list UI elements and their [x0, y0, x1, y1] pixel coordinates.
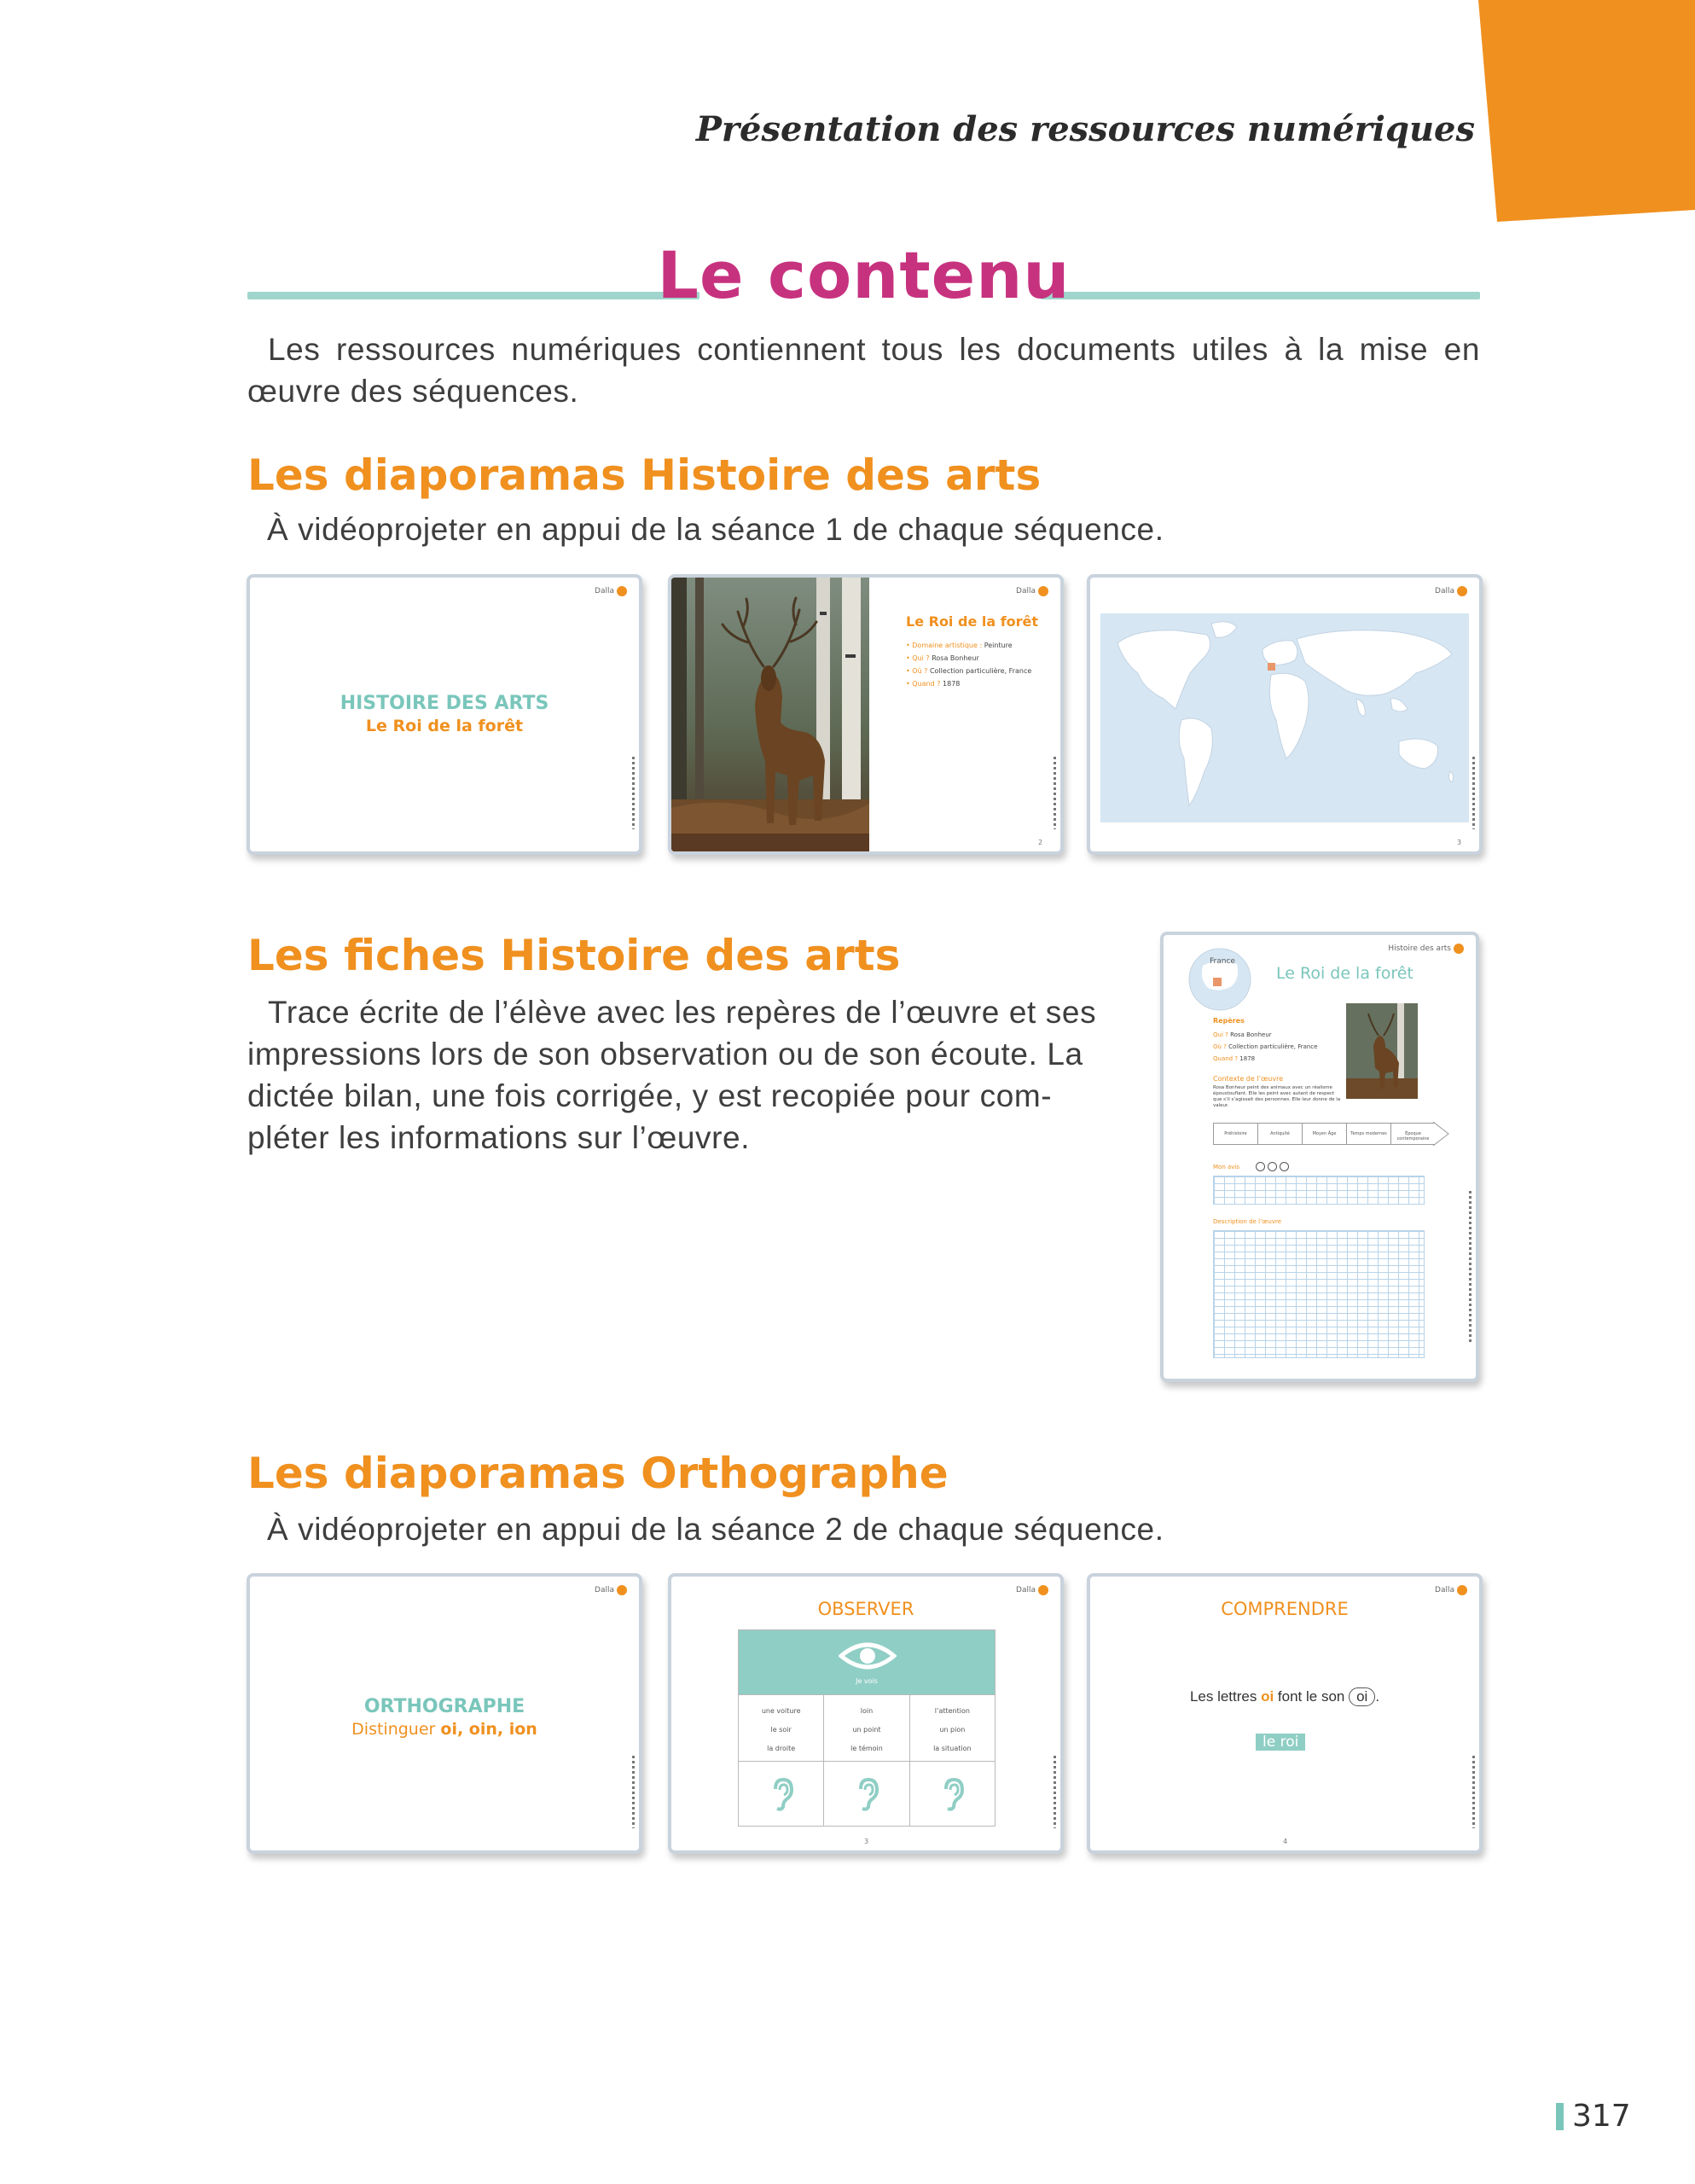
word-cell: une voiture	[761, 1707, 801, 1715]
sad-face-icon	[1280, 1162, 1289, 1171]
credit-strip	[1469, 1191, 1472, 1345]
timeline-period: Époque contemporaine	[1396, 1131, 1430, 1141]
slide-page-number: 2	[1038, 839, 1043, 846]
reperes-label: Repères	[1213, 1017, 1245, 1025]
reperes-list	[1213, 1029, 1318, 1065]
word-cell: l’attention	[934, 1707, 970, 1715]
slide-ortho-observer	[668, 1573, 1064, 1854]
ear-icon	[854, 1777, 879, 1811]
description-label: Description de l’œuvre	[1213, 1218, 1282, 1225]
page-number	[1556, 2099, 1631, 2134]
fiche-title: Le Roi de la forêt	[1276, 964, 1413, 983]
slide-title: ORTHOGRAPHE	[363, 1696, 525, 1717]
page-number-bar	[1556, 2103, 1564, 2130]
contexte-label: Contexte de l’œuvre	[1213, 1075, 1284, 1083]
word-column	[824, 1695, 909, 1761]
globe-label: France	[1210, 957, 1235, 966]
repere-item: Où ? Collection particulière, France	[1213, 1043, 1318, 1050]
timeline-period: Préhistoire	[1214, 1124, 1258, 1144]
repere-item: Quand ? 1878	[1213, 1055, 1256, 1062]
word-cell: un pion	[939, 1726, 966, 1734]
timeline-period: Temps modernes	[1347, 1124, 1391, 1144]
section-text-diaporamas-hda: À vidéoprojeter en appui de la séance 1 de chaque séquence.	[267, 512, 1164, 547]
description-grid	[1213, 1230, 1425, 1358]
credit-strip	[632, 757, 635, 829]
ear-row	[739, 1761, 995, 1826]
credit-strip	[632, 1756, 635, 1828]
slide-subtitle: Distinguer oi, oin, ion	[351, 1720, 537, 1739]
timeline-arrowhead-icon	[1433, 1121, 1450, 1147]
ear-cell	[824, 1762, 909, 1826]
avis-grid	[1213, 1176, 1425, 1205]
ear-icon	[769, 1777, 794, 1811]
slide-badge: Dalla	[1016, 586, 1048, 596]
word-column	[910, 1695, 995, 1761]
eye-icon	[839, 1639, 897, 1673]
word-cell: le témoin	[850, 1745, 883, 1752]
word-column	[739, 1695, 824, 1761]
timeline-arrow	[1213, 1123, 1435, 1145]
neutral-face-icon	[1268, 1162, 1277, 1171]
text-line: Trace écrite de l’élève avec les repères de l’œuvre et ses	[268, 995, 1097, 1030]
word-cell: la droite	[767, 1745, 796, 1752]
fact-item: • Qui ? Rosa Bonheur	[906, 654, 979, 662]
fiche-badge: Histoire des arts	[1388, 944, 1464, 954]
word-cell: la situation	[933, 1745, 972, 1752]
word-cell: le soir	[770, 1726, 792, 1734]
observation-table	[738, 1629, 996, 1827]
slide-hda-artwork	[668, 574, 1064, 855]
stag-painting-image	[671, 578, 869, 851]
slide-badge: Dalla	[595, 586, 627, 596]
ear-icon	[939, 1777, 965, 1811]
slide-badge: Dalla	[595, 1585, 627, 1595]
contexte-text: Rosa Bonheur peint des animaux avec un réalisme époustouflant. Elle les peint avec autant de respect que s’il s’agissait des personnes. Elle leur donne de la valeur.	[1213, 1085, 1341, 1108]
timeline-period: Moyen Âge	[1303, 1124, 1347, 1144]
corner-tab	[1478, 0, 1695, 222]
table-header	[739, 1630, 995, 1694]
slide-badge: Dalla	[1435, 586, 1467, 596]
sound-bubble: oi	[1349, 1687, 1375, 1706]
example-word: le roi	[1256, 1734, 1305, 1751]
credit-strip	[1054, 757, 1056, 829]
word-cell: un point	[852, 1726, 881, 1734]
slide-badge: Dalla	[1016, 1585, 1048, 1595]
slide-ortho-title	[247, 1573, 642, 1854]
fact-item: • Domaine artistique : Peinture	[906, 642, 1013, 649]
title-row	[247, 230, 1480, 316]
text-line: pléter les informations sur l’œuvre.	[247, 1120, 751, 1155]
slide-hda-title	[247, 574, 642, 855]
section-text-diaporamas-ortho: À vidéoprojeter en appui de la séance 2 de chaque séquence.	[267, 1512, 1164, 1547]
slide-title: HISTOIRE DES ARTS	[340, 693, 549, 714]
slide-page-number: 3	[864, 1838, 869, 1845]
avis-label: Mon avis	[1213, 1164, 1240, 1170]
repere-item: Qui ? Rosa Bonheur	[1213, 1031, 1272, 1038]
page-number-text: 317	[1572, 2099, 1631, 2134]
slide-title: OBSERVER	[817, 1599, 914, 1619]
text-line: dictée bilan, une fois corrigée, y est recopiée pour com-	[247, 1078, 1053, 1113]
artwork-title: Le Roi de la forêt	[906, 613, 1039, 630]
credit-strip	[1054, 1756, 1056, 1828]
france-marker	[1268, 663, 1275, 671]
word-cell: loin	[860, 1707, 874, 1715]
credit-strip	[1472, 757, 1475, 829]
avis-faces	[1256, 1162, 1289, 1171]
running-title: Présentation des ressources numériques	[695, 109, 1475, 149]
fiche-preview	[1160, 932, 1479, 1382]
eye-label: Je vois	[856, 1677, 878, 1685]
intro-paragraph: Les ressources numériques contiennent tous les documents utiles à la mise en œuvre des séquences.	[247, 332, 1480, 409]
text-line: impressions lors de son observation ou de son écoute. La	[247, 1037, 1083, 1072]
section-heading-fiches-hda: Les fiches Histoire des arts	[247, 931, 901, 980]
ear-cell	[910, 1762, 995, 1826]
slide-page-number: 4	[1283, 1838, 1288, 1845]
slide-badge: Dalla	[1435, 1585, 1467, 1595]
artwork-facts	[906, 639, 1031, 690]
ear-cell	[739, 1762, 824, 1826]
slide-hda-map	[1087, 574, 1483, 855]
smiley-icon	[1256, 1162, 1265, 1171]
fact-item: • Où ? Collection particulière, France	[906, 667, 1032, 675]
fact-item: • Quand ? 1878	[906, 680, 961, 688]
section-heading-diaporamas-hda: Les diaporamas Histoire des arts	[247, 450, 1042, 500]
section-heading-diaporamas-ortho: Les diaporamas Orthographe	[247, 1449, 949, 1498]
credit-strip	[1472, 1756, 1475, 1828]
timeline-period: Antiquité	[1258, 1124, 1303, 1144]
stag-thumbnail-image	[1346, 1003, 1418, 1099]
page-title: Le contenu	[657, 237, 1071, 313]
slide-subtitle: Le Roi de la forêt	[365, 717, 524, 735]
slide-page-number: 3	[1457, 839, 1462, 846]
slide-title: COMPRENDRE	[1221, 1599, 1349, 1619]
word-columns	[739, 1694, 995, 1761]
slide-ortho-comprendre	[1087, 1573, 1483, 1854]
world-map	[1100, 613, 1469, 822]
section-text-fiches-hda	[247, 991, 1126, 1159]
rule-sentence: Les lettres oi font le son oi .	[1189, 1688, 1380, 1705]
